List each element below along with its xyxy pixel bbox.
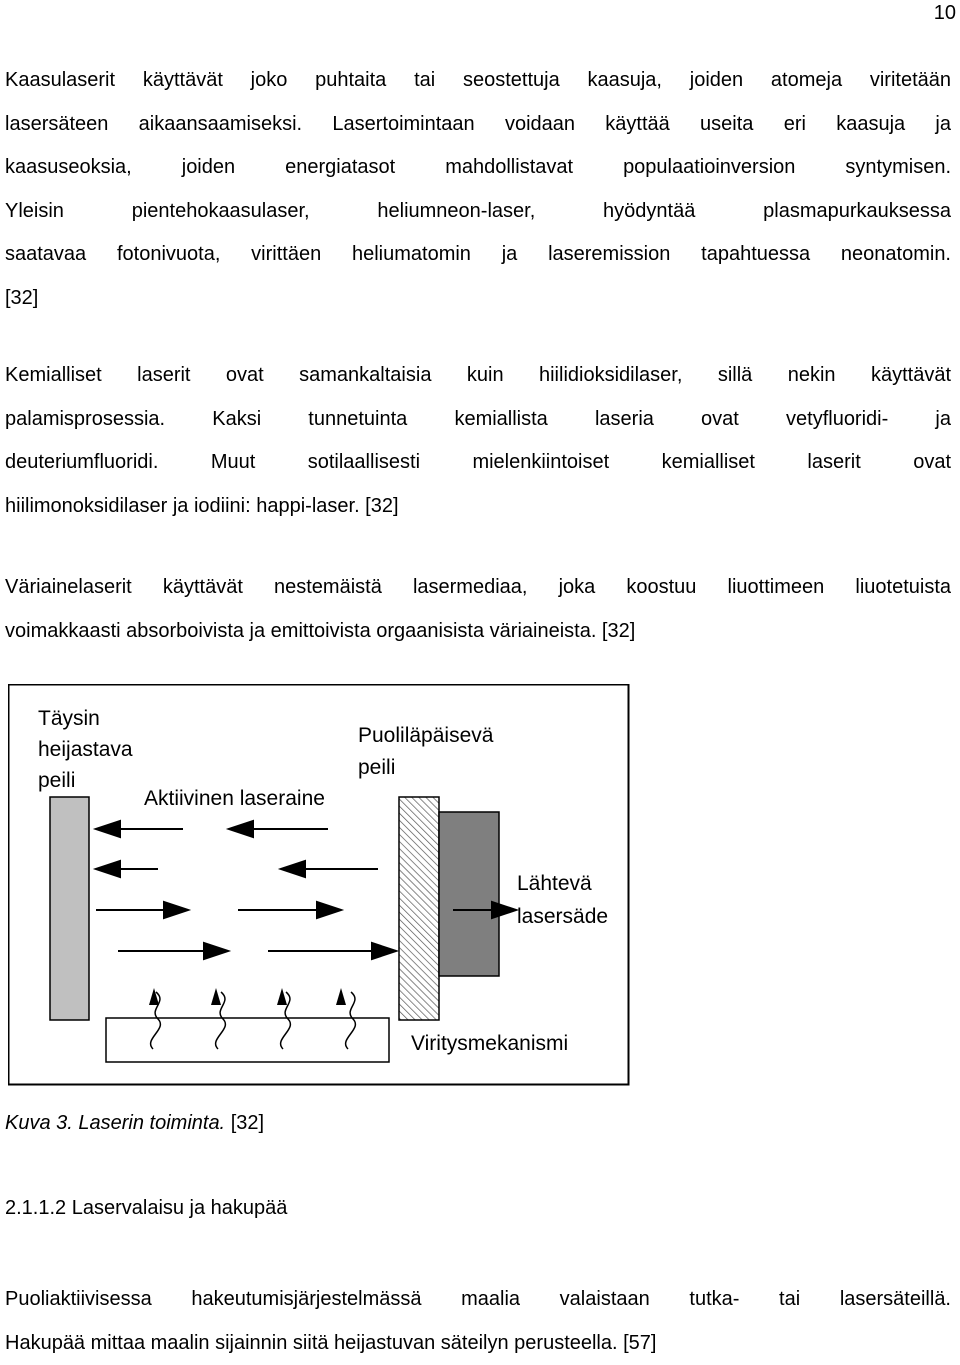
- output-beam-block: [439, 812, 499, 976]
- text-line: saatavaa fotonivuota, virittäen heliumatomin ja laseremission tapahtuessa neonatomin.: [5, 233, 951, 277]
- caption-title: Kuva 3. Laserin toiminta.: [5, 1112, 225, 1134]
- label-pump: Viritysmekanismi: [411, 1032, 568, 1055]
- laser-diagram: [8, 684, 630, 1086]
- paragraph-semi-active: [5, 1278, 951, 1365]
- text-line: hiilimonoksidilaser ja iodiini: happi-laser. [32]: [5, 485, 951, 529]
- text-line: Kemialliset laserit ovat samankaltaisia kuin hiilidioksidilaser, sillä nekin käyttävät: [5, 354, 951, 398]
- label-partial-mirror-1: Puoliläpäisevä: [358, 724, 494, 747]
- label-output-beam-1: Lähtevä: [517, 872, 592, 895]
- label-full-mirror-3: peili: [38, 769, 75, 792]
- label-output-beam-2: lasersäde: [517, 905, 608, 928]
- text-line: Väriainelaserit käyttävät nestemäistä lasermediaa, joka koostuu liuottimeen liuotetuista: [5, 566, 951, 610]
- text-line: Puoliaktiivisessa hakeutumisjärjestelmässä maalia valaistaan tutka- tai lasersäteillä.: [5, 1278, 951, 1322]
- text-line: palamisprosessia. Kaksi tunnetuinta kemiallista laseria ovat vetyfluoridi- ja: [5, 398, 951, 442]
- laser-diagram-svg: [8, 684, 630, 1086]
- paragraph-chemical-lasers: [5, 354, 951, 528]
- text-line: deuteriumfluoridi. Muut sotilaallisesti mielenkiintoiset kemialliset laserit ovat: [5, 441, 951, 485]
- text-line: kaasuseoksia, joiden energiatasot mahdollistavat populaatioinversion syntymisen.: [5, 146, 951, 190]
- page-number: 10: [934, 2, 956, 25]
- section-heading: 2.1.1.2 Laservalaisu ja hakupää: [5, 1197, 287, 1220]
- label-partial-mirror-2: peili: [358, 756, 395, 779]
- text-line: Kaasulaserit käyttävät joko puhtaita tai seostettuja kaasuja, joiden atomeja viritetään: [5, 59, 951, 103]
- caption-reference: [32]: [231, 1112, 264, 1134]
- label-full-mirror-1: Täysin: [38, 707, 100, 730]
- text-line: lasersäteen aikaansaamiseksi. Lasertoimintaan voidaan käyttää useita eri kaasuja ja: [5, 103, 951, 147]
- label-full-mirror-2: heijastava: [38, 738, 133, 761]
- figure-caption: [5, 1112, 264, 1135]
- paragraph-gas-lasers: [5, 59, 951, 320]
- paragraph-dye-lasers: [5, 566, 951, 653]
- partial-mirror: [399, 797, 439, 1020]
- full-mirror: [50, 797, 89, 1020]
- text-line: Hakupää mittaa maalin sijainnin siitä heijastuvan säteilyn perusteella. [57]: [5, 1322, 951, 1365]
- text-line: [32]: [5, 277, 951, 321]
- text-line: voimakkaasti absorboivista ja emittoivista orgaanisista väriaineista. [32]: [5, 610, 951, 654]
- text-line: Yleisin pientehokaasulaser, heliumneon-laser, hyödyntää plasmapurkauksessa: [5, 190, 951, 234]
- label-active-medium: Aktiivinen laseraine: [144, 787, 325, 810]
